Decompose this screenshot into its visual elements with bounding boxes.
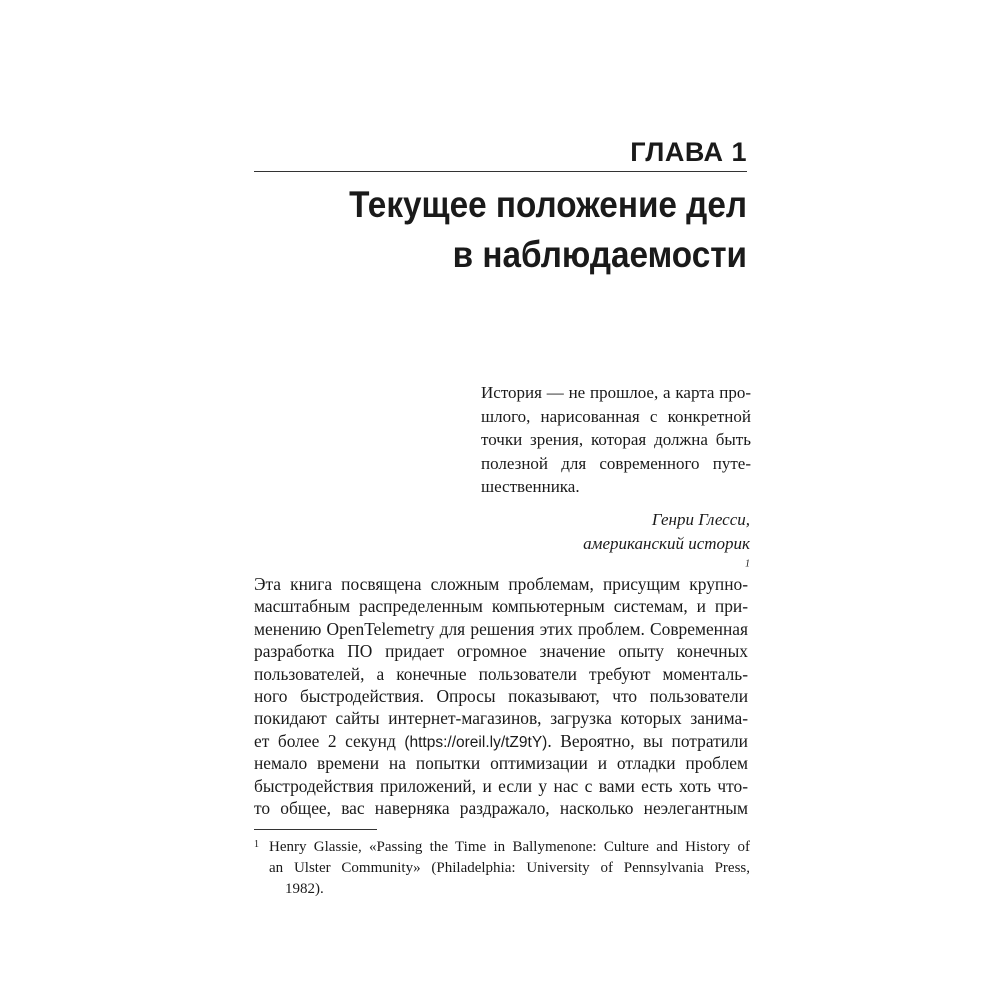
body-line: Эта книга посвящена сложным проблемам, присущим крупно- <box>254 574 748 594</box>
chapter-title-line: в наблюдаемости <box>452 234 747 275</box>
footnote-reference[interactable]: 1 <box>745 558 750 570</box>
epigraph-line: шлого, нарисованная с конкретной <box>481 406 751 426</box>
epigraph-attribution <box>583 508 750 580</box>
body-line: менению OpenTelemetry для решения этих проблем. Современная <box>254 618 748 639</box>
body-line: пользователей, а конечные пользователи требуют моменталь- <box>254 663 748 684</box>
chapter-title <box>279 180 747 280</box>
body-line-start: ет более 2 секунд <box>254 730 396 751</box>
epigraph-line: полезной для современного путе- <box>481 453 751 473</box>
body-line-tail: . Вероятно, вы потратили <box>547 730 748 751</box>
footnote <box>254 837 750 900</box>
chapter-title-line: Текущее положение дел <box>349 184 747 225</box>
body-line: то общее, вас наверняка раздражало, насколько неэлегантным <box>254 797 748 818</box>
body-line: покидают сайты интернет-магазинов, загрузка которых занима- <box>254 708 748 729</box>
footnote-line: Henry Glassie, «Passing the Time in Ballymenone: Culture and History of <box>269 839 750 855</box>
body-line: ного быстродействия. Опросы показывают, что пользователи <box>254 685 748 706</box>
epigraph-author: Генри Глесси, <box>651 510 750 529</box>
footnote-line: 1982). <box>285 881 324 897</box>
footnote-line: an Ulster Community» (Philadelphia: University of Pennsylvania Press, <box>269 860 750 876</box>
body-line-with-link <box>254 730 748 752</box>
body-line: быстродействия приложений, и если у нас с вами есть хоть что- <box>254 775 748 796</box>
body-line: немало времени на попытки оптимизации и отладки проблем <box>254 753 748 774</box>
chapter-label: ГЛАВА 1 <box>630 137 747 167</box>
chapter-rule <box>254 171 747 172</box>
epigraph-author-role: американский историк <box>583 534 750 553</box>
footnote-mark: 1 <box>254 839 259 850</box>
epigraph-line: История — не прошлое, а карта про- <box>481 383 751 402</box>
epigraph-line: точки зрения, которая должна быть <box>481 430 751 449</box>
epigraph-line: шественника. <box>481 477 580 496</box>
body-paragraph <box>254 573 748 819</box>
body-line: разработка ПО придает огромное значение опыту конечных <box>254 641 748 662</box>
footnote-rule <box>254 829 377 830</box>
epigraph <box>481 381 751 499</box>
source-link[interactable]: (https://oreil.ly/tZ9tY) <box>404 733 548 751</box>
footnote-body <box>269 837 750 900</box>
body-line: масштабным распределенным компьютерным системам, и при- <box>254 596 748 617</box>
